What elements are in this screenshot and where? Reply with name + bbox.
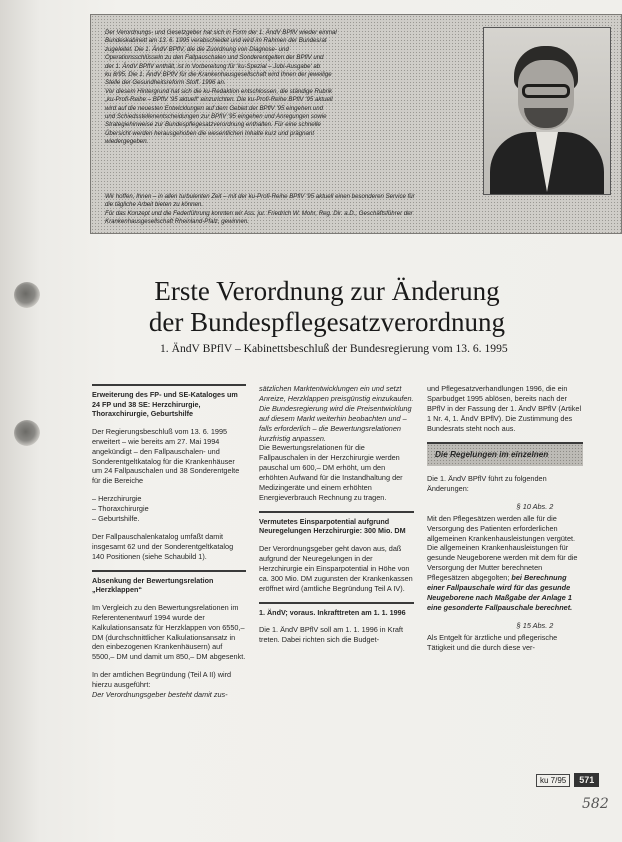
bullet-list [92,494,246,524]
article-title [92,276,562,338]
list-item: – Geburtshilfe. [92,514,246,524]
intro-line: Für das Konzept und die Federführung konnten wir Ass. jur. Friedrich W. Mohr, Reg. Dir. a.D., Geschäftsführer der [105,209,413,217]
intro-line: Krankenhausgesellschaft Rheinland-Pfalz, gewinnen. [105,218,249,226]
paragraph: Der Fallpauschalenkatalog umfaßt damit insgesamt 62 und der Sonderentgeltkatalog 140 Positionen (siehe Schaubild 1). [92,531,234,561]
paragraph: Die 1. ÄndV BPflV führt zu folgenden Änderungen: [427,474,547,493]
section-heading: Absenkung der Bewertungsrelation „Herzklappen“ [92,570,246,595]
intro-line: Vor diesem Hintergrund hat sich die ku-Redaktion entschlossen, die ständige Rubrik [105,87,333,95]
paragraph: In der amtlichen Begründung (Teil A II) wird hierzu ausgeführt: [92,670,232,690]
section-heading: Vermutetes Einsparpotential aufgrund Neuregelungen Herzchirurgie: 300 Mio. DM [259,511,414,536]
article-subtitle: 1. ÄndV BPflV – Kabinettsbeschluß der Bundesregierung vom 13. 6. 1995 [160,342,508,355]
intro-line: „ku-Profi-Reihe – BPflV '95 aktuell“ einzurichten. Die ku-Profi-Reihe BPflV '95 aktuell [105,96,333,104]
intro-line: der 1. ÄndV BPflV enthält, ist in Vorbereitung für 'ku-Spezial – Jubi-Ausgabe' ab [105,62,321,70]
page-number: 571 [574,773,599,787]
binder-hole [14,420,40,446]
intro-line: Wir hoffen, Ihnen – in allen turbulenten Zeit – mit der ku-Profi-Reihe BPflV '95 aktuell einen besonderen Service für [105,193,415,200]
title-line-2: der Bundespflegesatzverordnung [148,307,506,337]
quote-paragraph: Der Verordnungsgeber besteht damit zus- [92,690,228,700]
intro-line: Strategiehinweise zur Bundespflegesatzverordnung enthalten. Für eine schnelle [105,121,321,129]
intro-line: die tägliche Arbeit bieten zu können. [105,201,204,209]
binder-hole [14,282,40,308]
intro-line: Stelle der Gesundheitsreform Stoff. 1996 an. [105,79,226,87]
list-item: – Thoraxchirurgie [92,504,246,514]
intro-line: wird auf die neuesten Entwicklungen auf dem Gebiet der BPflV '95 eingehen und [105,104,323,112]
intro-footer-text [105,193,605,227]
paragraph-text: Mit den Pflegesätzen werden alle für die Versorgung des Patienten erforderlichen allgemeinen Krankenhausleistungen vergütet. Die allgemeinen Krankenhausleistungen für gesunde Neugeborene werden mit dem für die Versorgung der Mutter berechneten Pflegesätzen abgegolten; [427,513,578,583]
intro-line: wiedergegeben. [105,138,149,146]
section-heading: Erweiterung des FP- und SE-Kataloges um 24 FP und 38 SE: Herzchirurgie, Thoraxchirurgie, Geburtshilfe [92,384,246,419]
section-heading: 1. ÄndV; voraus. Inkrafttreten am 1. 1. 1996 [259,602,414,618]
intro-line: zugeleitet. Die 1. ÄndV BPflV, die die Zuordnung von Diagnose- und [105,45,289,53]
title-line-1: Erste Verordnung zur Änderung [154,276,500,306]
issue-code: ku 7/95 [536,774,570,787]
paragraph: Die 1. ÄndV BPflV soll am 1. 1. 1996 in Kraft treten. Dabei richten sich die Budget- [259,625,403,645]
intro-line: ku 8/95. Die 1. ÄndV BPflV für die Krankenhausgesellschaft wird Ihnen der jeweilige [105,71,332,79]
paragraph [427,514,583,613]
intro-line: Übersicht werden herausgehoben die wesentlichen Inhalte kurz und prägnant [105,129,315,137]
paragraph-reference: § 10 Abs. 2 [516,501,554,511]
author-portrait [483,27,611,195]
intro-line: Operationsschlüsseln zu den Fallpauschalen und Sonderentgelten der BPflV und [105,54,324,62]
boxed-heading: Die Regelungen im einzelnen [427,442,583,467]
quote-paragraph: sätzlichen Marktentwicklungen ein und setzt Anreize, Herzklappen preisgünstig einzukaufen. Die Bundesregierung wird die Preisentwicklung auf diesem Markt weiterhin beobachten und – falls erforderlich – die Bewertungsrelationen kurzfristig anpassen. [259,384,414,443]
intro-line: Bundeskabinett am 13. 6. 1995 verabschiedet und wird im Rahmen der Bundesrat [105,37,327,45]
column-1 [92,384,246,708]
intro-line: und Schiedsstellenentscheidungen zur BPflV '95 eingehen und Anregungen sowie [105,113,327,121]
intro-line: Der Verordnungs- und Gesetzgeber hat sich in Form der 1. ÄndV BPflV wieder einmal [105,29,337,36]
paragraph-reference: § 15 Abs. 2 [516,620,554,630]
paragraph: Der Verordnungsgeber geht davon aus, daß aufgrund der Neuregelungen in der Herzchirurgie ein Einsparpotential in Höhe von ca. 300 Mio. DM zugunsten der Krankenkassen eröffnet wird (amtliche Begründung Teil A IV). [259,544,413,593]
list-item: – Herzchirurgie [92,494,246,504]
column-3 [427,384,583,661]
page-footer [536,772,599,788]
paragraph: Der Regierungsbeschluß vom 13. 6. 1995 erweitert – wie bereits am 27. Mai 1994 angekündigt – den Fallpauschalen- und Sonderentgeltkatalog für die Krankenhäuser um 24 Fallpauschalen und 38 Sonderentgelte für die Bereiche [92,426,240,486]
paragraph: Im Vergleich zu den Bewertungsrelationen im Referentenentwurf 1994 wurde der Kalkulationsansatz für Herzklappen von 6550,– DM (durchschnittlicher Kalkulationsansatz in den einbezogenen Krankenhäusern) auf 5500,– DM und damit um 850,– DM abgesenkt. [92,602,246,662]
intro-box [90,14,622,234]
paragraph: und Pflegesatzverhandlungen 1996, die ein Sparbudget 1995 ablösen, bereits nach der BPflV in der Fassung der 1. ÄndV BPflV (Artikel 1 Nr. 4, 1. ÄndV BPflV). Die Zustimmung des Bundesrats steht noch aus. [427,384,582,433]
paragraph: Die Bewertungsrelationen für die Fallpauschalen in der Herzchirurgie werden pauschal um 600,– DM erhöht, um den erhöhten Aufwand für die Instandhaltung der Medizingeräte und einem erhöhten Energieverbrauch Rechnung zu tragen. [259,443,403,502]
handwritten-number: 582 [582,796,609,812]
intro-text [105,29,477,147]
paragraph: Als Entgelt für ärztliche und pflegerische Tätigkeit und die durch diese ver- [427,632,558,652]
column-2 [259,384,414,653]
emphasized-text: bei Berechnung einer Fallpauschale wird für das gesunde Neugeborene nach Maßgabe der Anlage 1 eine gesonderte Fallpauschale berechnet. [427,573,573,612]
